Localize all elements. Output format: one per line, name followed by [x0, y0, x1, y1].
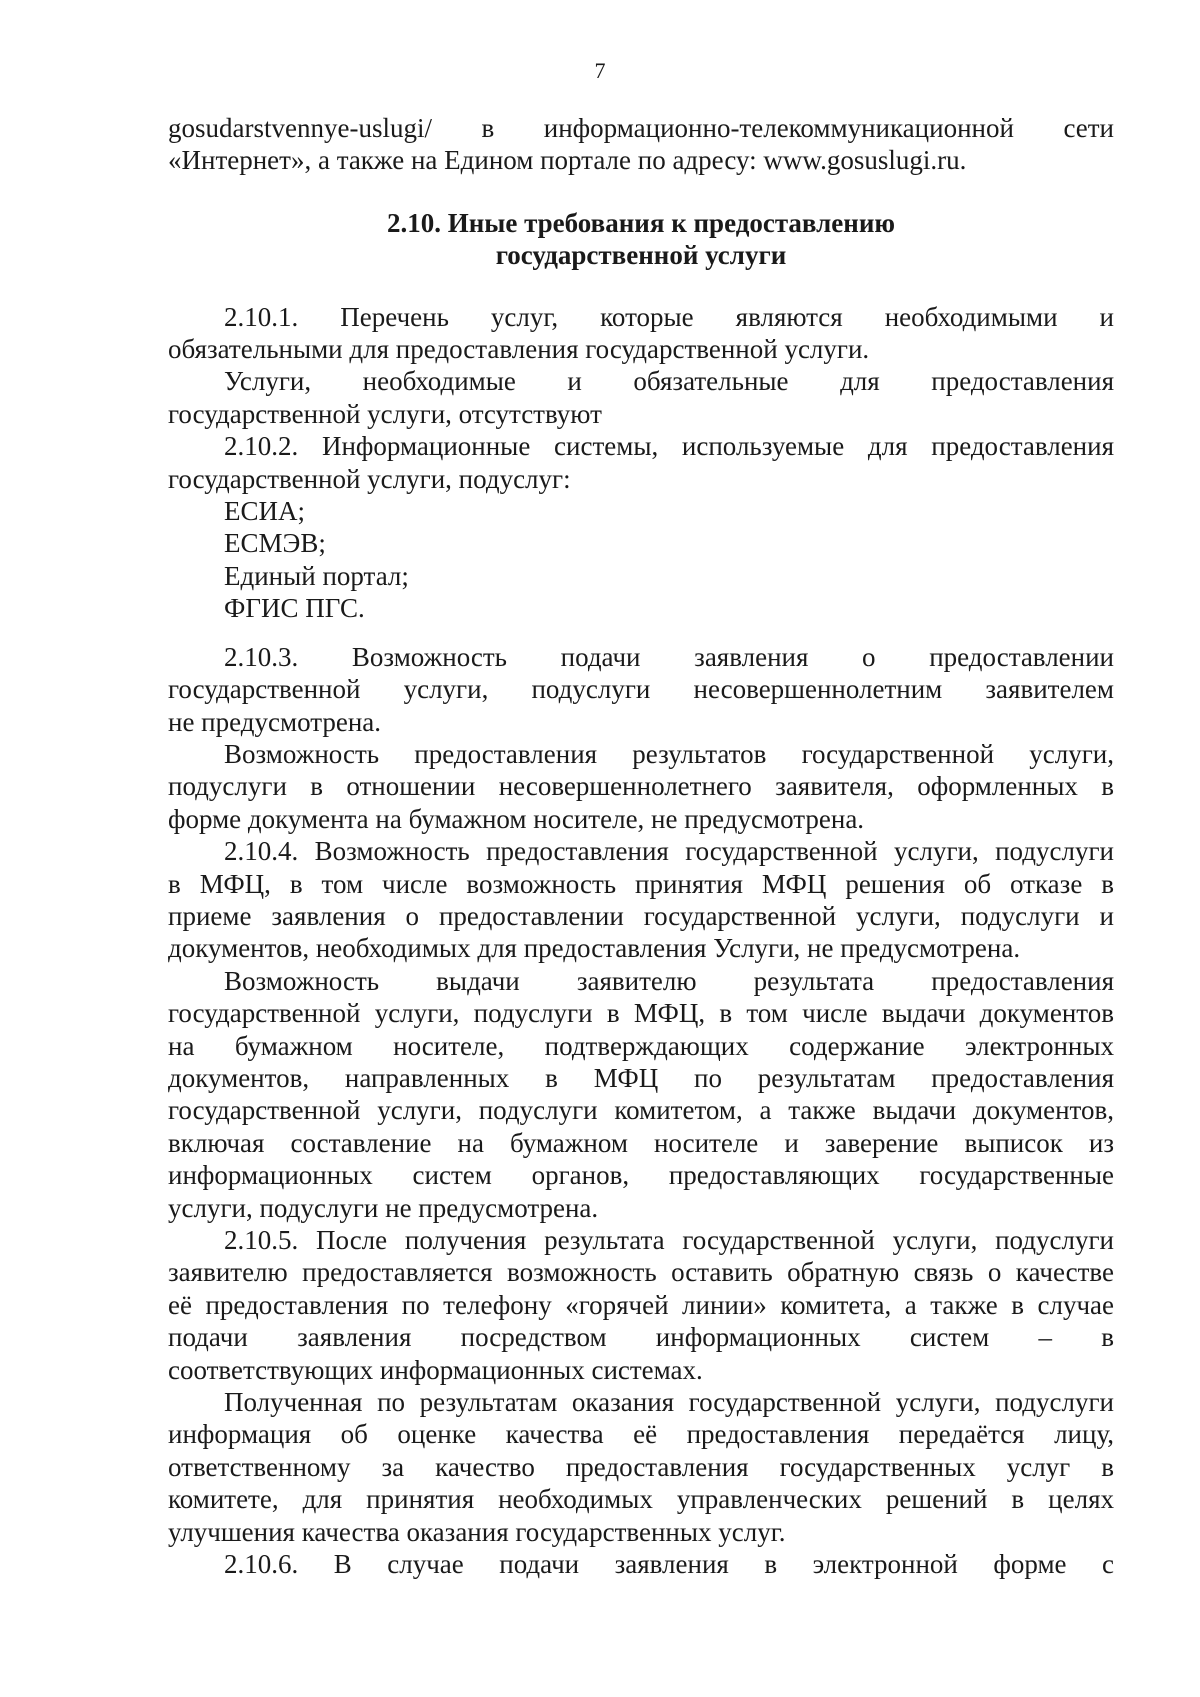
paragraph-line: соответствующих информационных системах. [168, 1354, 703, 1385]
paragraph-line: государственной услуги, подуслуги комитетом, а также выдачи документов, [168, 1095, 1114, 1126]
paragraph-line: заявителю предоставляется возможность оставить обратную связь о качестве [168, 1257, 1114, 1288]
intro-line: gosudarstvennye-uslugi/ в информационно-телекоммуникационной сети [168, 113, 1114, 143]
paragraph-line: 2.10.3. Возможность подачи заявления о предоставлении [224, 641, 1114, 672]
paragraph-line: 2.10.4. Возможность предоставления государственной услуги, подуслуги [224, 836, 1114, 867]
paragraph-line: документов, направленных в МФЦ по результатам предоставления [168, 1062, 1114, 1093]
paragraph-line: государственной услуги, подуслуги в МФЦ, в том числе выдачи документов [168, 998, 1114, 1029]
paragraph-line: 2.10.1. Перечень услуг, которые являются необходимыми и [224, 301, 1114, 332]
paragraph-line: государственной услуги, отсутствуют [168, 398, 602, 429]
list-item: ЕСМЭВ; [224, 528, 326, 559]
paragraph-line: ответственному за качество предоставления государственных услуг в [168, 1451, 1114, 1482]
list-item: Единый портал; [224, 560, 409, 591]
paragraph-line: обязательными для предоставления государственной услуги. [168, 334, 870, 365]
paragraph-quality-info [168, 1386, 1114, 1548]
paragraph-minor-result [168, 738, 1114, 835]
paragraph-line: информационных систем органов, предоставляющих государственные [168, 1160, 1114, 1191]
paragraph-2-10-1 [168, 301, 1114, 366]
paragraph-2-10-3 [168, 641, 1114, 738]
paragraph-line: форме документа на бумажном носителе, не предусмотрена. [168, 803, 865, 834]
section-heading-line: государственной услуги [495, 240, 787, 271]
paragraph-line: подуслуги в отношении несовершеннолетнего заявителя, оформленных в [168, 771, 1114, 802]
paragraph-line: приеме заявления о предоставлении государственной услуги, подуслуги и [168, 900, 1114, 931]
list-item: ЕСИА; [224, 496, 305, 527]
paragraph-line: комитете, для принятия необходимых управленческих решений в целях [168, 1484, 1114, 1515]
paragraph-line: Возможность выдачи заявителю результата предоставления [224, 965, 1114, 996]
list-item: ФГИС ПГС. [224, 593, 365, 624]
paragraph-mfc-issue [168, 965, 1114, 1224]
page-number: 7 [594, 58, 606, 83]
document-body [168, 112, 1114, 1580]
section-heading [168, 207, 1114, 272]
section-heading-line: 2.10. Иные требования к предоставлению [386, 207, 896, 238]
paragraph-line: документов, необходимых для предоставления Услуги, не предусмотрена. [168, 933, 1021, 964]
paragraph-line: информация об оценке качества её предоставления передаётся лицу, [168, 1419, 1114, 1450]
intro-line: «Интернет», а также на Едином портале по адресу: www.gosuslugi.ru. [168, 145, 967, 176]
paragraph-line: включая составление на бумажном носителе и заверение выписок из [168, 1127, 1114, 1158]
paragraph-line: Полученная по результатам оказания государственной услуги, подуслуги [224, 1387, 1114, 1418]
paragraph-line: улучшения качества оказания государственных услуг. [168, 1516, 786, 1547]
paragraph-line: Услуги, необходимые и обязательные для предоставления [224, 366, 1114, 397]
paragraph-line: не предусмотрена. [168, 706, 382, 737]
paragraph-2-10-5 [168, 1224, 1114, 1386]
paragraph-line: подачи заявления посредством информационных систем – в [168, 1322, 1114, 1353]
paragraph-line: 2.10.6. В случае подачи заявления в электронной форме с [224, 1549, 1114, 1580]
paragraph-line: государственной услуги, подуслуги несовершеннолетним заявителем [168, 674, 1114, 705]
paragraph-services-absent [168, 365, 1114, 430]
paragraph-line: на бумажном носителе, подтверждающих содержание электронных [168, 1030, 1114, 1061]
paragraph-2-10-4 [168, 835, 1114, 965]
paragraph-line: Возможность предоставления результатов государственной услуги, [224, 738, 1114, 769]
paragraph-2-10-6 [168, 1548, 1114, 1580]
intro-paragraph [168, 112, 1114, 177]
paragraph-2-10-2 [168, 430, 1114, 495]
paragraph-line: 2.10.2. Информационные системы, используемые для предоставления [224, 431, 1114, 462]
paragraph-line: услуги, подуслуги не предусмотрена. [168, 1192, 599, 1223]
paragraph-line: её предоставления по телефону «горячей линии» комитета, а также в случае [168, 1289, 1114, 1320]
paragraph-line: в МФЦ, в том числе возможность принятия МФЦ решения об отказе в [168, 868, 1114, 899]
systems-list [168, 495, 1114, 625]
paragraph-line: государственной услуги, подуслуг: [168, 463, 571, 494]
paragraph-line: 2.10.5. После получения результата государственной услуги, подуслуги [224, 1225, 1114, 1255]
